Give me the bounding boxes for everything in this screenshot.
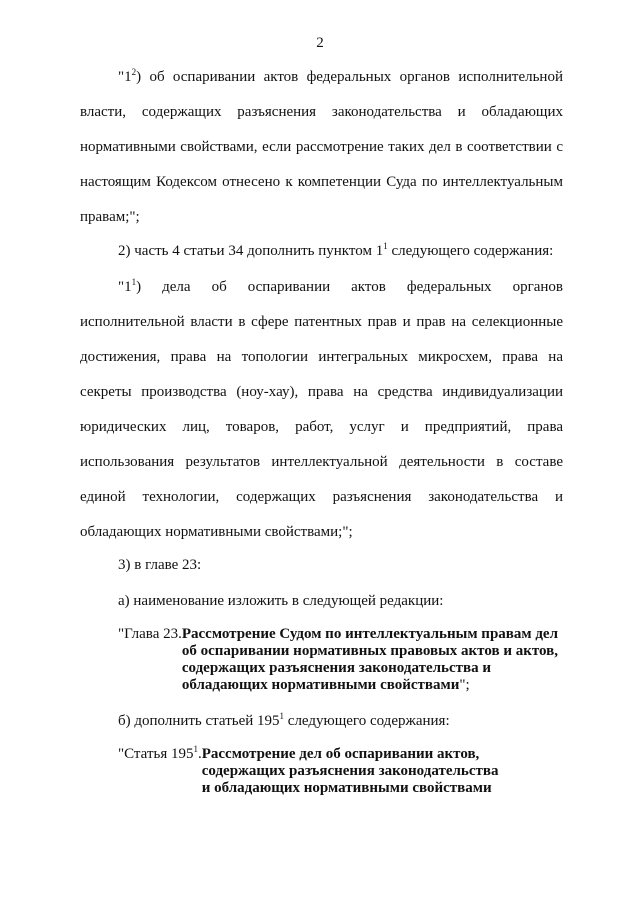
paragraph-1-open: "1 bbox=[118, 69, 132, 85]
chapter-heading bbox=[118, 626, 560, 694]
article-prefix-wrap bbox=[118, 746, 202, 763]
paragraph-2-sup: 1 bbox=[383, 241, 388, 251]
article-dot: . bbox=[197, 746, 202, 762]
chapter-title-text: Рассмотрение Судом по интеллектуальным правам дел об оспаривании нормативных правовых актов и актов, содержащих разъяснения законодательства и обладающих нормативными свойствами bbox=[181, 626, 559, 693]
paragraph-6-sup: 1 bbox=[279, 711, 285, 721]
paragraph-6-text: б) дополнить статьей 195 bbox=[118, 713, 280, 729]
paragraph-4: 3) в главе 23: bbox=[118, 557, 202, 573]
paragraph-6 bbox=[80, 704, 563, 739]
paragraph-1-sup: 2 bbox=[131, 67, 137, 77]
article-prefix: "Статья 195 bbox=[118, 746, 194, 762]
paragraph-3-text: ) дела об оспаривании актов федеральных органов исполнительной власти в сфере патентных прав и прав на селекционные достижения, права на топологии интегральных микросхем, права на секреты производства (ноу-хау), права на средства индивидуализации юридических лиц, товаров, работ, услуг и предприятий, права использования результатов интеллектуальной деятельности в составе единой технологии, содержащих разъяснения законодательства и обладающих нормативными свойствами;"; bbox=[80, 279, 563, 540]
paragraph-2 bbox=[80, 234, 563, 269]
paragraph-3-sup: 1 bbox=[131, 277, 137, 287]
chapter-title bbox=[182, 626, 560, 694]
paragraph-3 bbox=[80, 270, 563, 550]
chapter-prefix: "Глава 23. bbox=[118, 626, 182, 642]
paragraph-3-open: "1 bbox=[118, 279, 132, 295]
article-sup: 1 bbox=[193, 744, 198, 754]
page-number: 2 bbox=[316, 35, 324, 51]
paragraph-2-text-end: следующего содержания: bbox=[387, 243, 554, 259]
paragraph-2-text: 2) часть 4 статьи 34 дополнить пунктом 1 bbox=[118, 243, 384, 259]
chapter-suffix: "; bbox=[459, 677, 470, 693]
paragraph-5: а) наименование изложить в следующей редакции: bbox=[118, 593, 444, 609]
paragraph-6-text-end: следующего содержания: bbox=[284, 713, 450, 729]
paragraph-1 bbox=[80, 60, 563, 235]
paragraph-1-text: ) об оспаривании актов федеральных органов исполнительной власти, содержащих разъяснения законодательства и обладающих нормативными свойствами, если рассмотрение таких дел в соответствии с настоящим Кодексом отнесено к компетенции Суда по интеллектуальным правам;"; bbox=[80, 69, 563, 225]
article-title: Рассмотрение дел об оспаривании актов, содержащих разъяснения законодательства и обладающих нормативными свойствами bbox=[201, 746, 499, 796]
article-heading bbox=[118, 746, 502, 797]
